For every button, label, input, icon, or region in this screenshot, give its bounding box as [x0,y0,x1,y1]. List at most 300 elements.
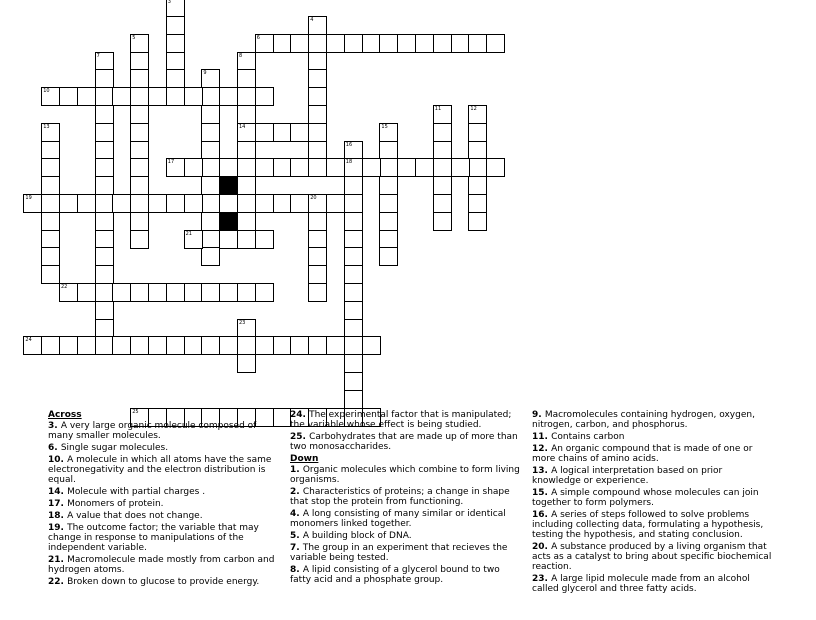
grid-cell[interactable] [290,34,309,53]
grid-cell[interactable] [308,265,327,284]
grid-cell[interactable] [130,176,149,195]
grid-cell[interactable] [95,52,114,71]
clue-text: A very large organic molecule composed of many smaller molecules. [48,421,257,441]
down-clue [290,543,522,563]
grid-cell[interactable] [59,87,78,106]
clue-text: A substance produced by a living organism that acts as a catalyst to bring about specific biochemical reaction. [532,542,772,572]
clue-num: 23. [532,574,552,584]
grid-cell[interactable] [166,0,185,17]
grid-cell[interactable] [130,141,149,160]
grid-cell[interactable] [130,123,149,142]
clue-text: An organic compound that is made of one or more chains of amino acids. [532,444,753,464]
grid-cell[interactable] [77,336,96,355]
grid-cell[interactable] [166,87,185,106]
down-clue [532,574,772,594]
grid-cell[interactable] [344,336,363,355]
grid-cell[interactable] [237,176,256,195]
grid-cell[interactable] [219,87,238,106]
grid-cell[interactable] [77,194,96,213]
grid-cell[interactable] [273,336,292,355]
clue-num: 4. [290,509,303,519]
grid-cell[interactable] [112,87,131,106]
down-clue [290,565,522,585]
across-clue [290,410,522,430]
grid-cell[interactable] [148,194,167,213]
grid-cell[interactable] [41,176,60,195]
across-clue [290,432,522,452]
grid-cell[interactable] [344,354,363,373]
grid-cell[interactable] [166,52,185,71]
clue-text: The outcome factor; the variable that may change in response to manipulations of the independent variable. [48,523,259,553]
grid-cell[interactable] [290,336,309,355]
clue-num: 15. [532,488,552,498]
grid-cell[interactable] [95,105,114,124]
grid-cell[interactable] [255,230,274,249]
grid-cell[interactable] [255,123,274,142]
grid-cell[interactable] [433,194,452,213]
grid-cell[interactable] [41,158,60,177]
grid-cell[interactable] [77,87,96,106]
grid-cell[interactable] [379,141,398,160]
grid-cell[interactable] [344,212,363,231]
down-clue [290,531,522,541]
grid-cell[interactable] [130,34,149,53]
grid-cell[interactable] [41,194,60,213]
grid-cell[interactable] [451,34,470,53]
clue-text: A building block of DNA. [302,531,412,541]
clue-text: Molecule with partial charges . [67,487,206,497]
grid-cell[interactable] [184,336,203,355]
clue-number: 17 [167,159,175,166]
grid-cell[interactable] [219,158,238,177]
grid-cell[interactable] [326,158,345,177]
clue-number: 4 [310,17,314,23]
grid-cell[interactable] [41,87,60,106]
grid-cell[interactable] [237,123,256,142]
grid-cell[interactable] [201,212,220,231]
grid-cell[interactable] [308,123,327,142]
grid-cell[interactable] [95,212,114,231]
grid-cell[interactable] [308,194,327,213]
grid-cell[interactable] [237,194,256,213]
clue-num: 8. [290,565,303,575]
grid-cell[interactable] [379,176,398,195]
down-clue [532,510,772,540]
grid-cell[interactable] [308,283,327,302]
grid-cell[interactable] [237,141,256,160]
grid-cell[interactable] [59,336,78,355]
across-clue [48,455,278,485]
clue-text: A long consisting of many similar or identical monomers linked together. [290,509,506,529]
grid-cell[interactable] [130,52,149,71]
grid-cell[interactable] [433,176,452,195]
clue-text: Characteristics of proteins; a change in shape that stop the protein from functioning. [290,487,510,507]
grid-cell[interactable] [130,87,149,106]
grid-cell[interactable] [290,158,309,177]
clue-text: Macromolecule made mostly from carbon and hydrogen atoms. [48,555,275,575]
grid-cell[interactable] [23,336,42,355]
grid-cell[interactable] [148,87,167,106]
grid-cell[interactable] [344,372,363,391]
grid-cell[interactable] [237,354,256,373]
clue-num: 12. [532,444,552,454]
grid-cell[interactable] [95,283,114,302]
grid-cell[interactable] [344,158,363,177]
grid-cell[interactable] [130,336,149,355]
grid-cell[interactable] [41,141,60,160]
down-clue [532,444,772,464]
clue-number: 18 [345,159,353,166]
down-clue [532,432,772,442]
grid-cell[interactable] [95,319,114,338]
grid-cell[interactable] [397,34,416,53]
clue-text: A logical interpretation based on prior knowledge or experience. [532,466,723,486]
clue-num: 22. [48,577,68,587]
clue-number: 3 [167,0,171,6]
grid-cell[interactable] [201,247,220,266]
grid-cell[interactable] [308,247,327,266]
grid-cell[interactable] [255,194,274,213]
clue-number: 25 [132,408,139,415]
grid-cell[interactable] [201,105,220,124]
grid-cell[interactable] [219,194,238,213]
grid-cell[interactable] [468,34,487,53]
grid-cell[interactable] [112,194,131,213]
down-clue [532,410,772,430]
clue-number: 7 [96,52,100,59]
grid-cell[interactable] [379,230,398,249]
clue-number: 22 [61,284,68,290]
clue-num: 10. [48,455,68,465]
grid-cell[interactable] [201,336,220,355]
grid-cell[interactable] [451,158,470,177]
black-cell [219,212,238,231]
grid-cell[interactable] [344,176,363,195]
clue-num: 6. [48,443,61,453]
grid-cell[interactable] [166,336,185,355]
clue-num: 24. [290,410,310,420]
grid-cell[interactable] [273,158,292,177]
grid-cell[interactable] [184,158,203,177]
clue-num: 16. [532,510,552,520]
grid-cell[interactable] [273,34,292,53]
grid-cell[interactable] [201,158,220,177]
clue-text: The group in an experiment that recieves the variable being tested. [290,543,508,563]
grid-cell[interactable] [344,265,363,284]
clue-num: 17. [48,499,68,509]
clue-num: 18. [48,511,68,521]
clue-number: 10 [43,88,50,95]
grid-cell[interactable] [415,158,434,177]
clue-number: 24 [25,337,32,344]
grid-cell[interactable] [41,247,60,266]
grid-cell[interactable] [344,390,363,409]
grid-cell[interactable] [379,247,398,266]
grid-cell[interactable] [433,34,452,53]
grid-cell[interactable] [184,87,203,106]
grid-cell[interactable] [486,158,505,177]
grid-cell[interactable] [112,283,131,302]
grid-cell[interactable] [201,87,220,106]
grid-cell[interactable] [468,176,487,195]
clue-text: The experimental factor that is manipulated; the variable whose effect is being studied. [290,410,512,430]
grid-cell[interactable] [95,230,114,249]
grid-cell[interactable] [201,123,220,142]
grid-cell[interactable] [326,336,345,355]
down-clue [532,542,772,572]
clue-number: 23 [239,319,246,326]
down-clue [290,465,522,485]
grid-cell[interactable] [23,194,42,213]
clue-text: Carbohydrates that are made up of more than two monosaccharides. [290,432,518,452]
grid-cell[interactable] [433,123,452,142]
grid-cell[interactable] [468,105,487,124]
grid-cell[interactable] [344,141,363,160]
grid-cell[interactable] [95,141,114,160]
grid-cell[interactable] [184,283,203,302]
clue-text: A value that does not change. [67,511,203,521]
grid-cell[interactable] [362,34,381,53]
clue-number: 16 [345,141,353,148]
grid-cell[interactable] [237,87,256,106]
grid-cell[interactable] [344,283,363,302]
grid-cell[interactable] [308,16,327,35]
across-clue [48,499,278,509]
clue-column-3 [532,410,772,596]
grid-cell[interactable] [308,212,327,231]
clue-num: 9. [532,410,545,420]
clue-number: 13 [43,123,50,130]
grid-cell[interactable] [166,16,185,35]
grid-cell[interactable] [41,123,60,142]
grid-cell[interactable] [130,158,149,177]
across-clue [48,511,278,521]
grid-cell[interactable] [344,194,363,213]
clue-number: 21 [185,230,192,237]
clue-num: 1. [290,465,303,475]
clue-num: 7. [290,543,303,553]
grid-cell[interactable] [237,52,256,71]
grid-cell[interactable] [379,34,398,53]
grid-cell[interactable] [255,158,274,177]
grid-cell[interactable] [237,158,256,177]
down-clue [532,466,772,486]
grid-cell[interactable] [308,69,327,88]
grid-cell[interactable] [201,283,220,302]
grid-cell[interactable] [255,34,274,53]
grid-cell[interactable] [468,194,487,213]
clue-text: Macromolecules containing hydrogen, oxygen, nitrogen, carbon, and phosphorus. [532,410,755,430]
grid-cell[interactable] [415,34,434,53]
grid-cell[interactable] [95,301,114,320]
grid-cell[interactable] [308,141,327,160]
grid-cell[interactable] [95,247,114,266]
grid-cell[interactable] [362,158,381,177]
across-clue [48,421,278,441]
down-clue [290,509,522,529]
clue-number: 14 [239,123,246,130]
grid-cell[interactable] [273,123,292,142]
across-clue [48,577,278,587]
clue-text: A molecule in which all atoms have the same electronegativity and the electron distribution is equal. [48,455,272,485]
grid-cell[interactable] [468,158,487,177]
down-clue [532,488,772,508]
clue-num: 5. [290,531,303,541]
grid-cell[interactable] [237,69,256,88]
grid-cell[interactable] [379,158,398,177]
grid-cell[interactable] [95,336,114,355]
grid-cell[interactable] [308,158,327,177]
grid-cell[interactable] [308,105,327,124]
black-cell [219,176,238,195]
grid-cell[interactable] [95,123,114,142]
clue-num: 3. [48,421,61,431]
clue-number: 9 [203,70,207,77]
clue-num: 19. [48,523,68,533]
grid-cell[interactable] [77,283,96,302]
grid-cell[interactable] [41,212,60,231]
grid-cell[interactable] [255,336,274,355]
grid-cell[interactable] [433,105,452,124]
grid-cell[interactable] [148,336,167,355]
grid-cell[interactable] [344,301,363,320]
clue-text: A lipid consisting of a glycerol bound to two fatty acid and a phosphate group. [290,565,500,585]
grid-cell[interactable] [468,212,487,231]
grid-cell[interactable] [166,158,185,177]
grid-cell[interactable] [130,212,149,231]
grid-cell[interactable] [433,141,452,160]
grid-cell[interactable] [95,69,114,88]
grid-cell[interactable] [41,265,60,284]
grid-cell[interactable] [326,194,345,213]
clue-number: 5 [132,34,136,41]
clue-text: A series of steps followed to solve problems including collecting data, formulating a hypothesis, testing the hypothesis, and stating conclusion. [532,510,764,540]
grid-cell[interactable] [201,176,220,195]
clue-column-2 [290,410,522,587]
grid-cell[interactable] [201,230,220,249]
grid-cell[interactable] [486,34,505,53]
clue-text: A large lipid molecule made from an alcohol called glycerol and three fatty acids. [532,574,750,594]
grid-cell[interactable] [468,123,487,142]
grid-cell[interactable] [379,123,398,142]
across-heading: Across [48,410,82,420]
down-clue [290,487,522,507]
grid-cell[interactable] [184,230,203,249]
across-clue [48,523,278,553]
clue-num: 21. [48,555,68,565]
grid-cell[interactable] [166,283,185,302]
grid-cell[interactable] [237,283,256,302]
grid-cell[interactable] [237,319,256,338]
grid-cell[interactable] [290,123,309,142]
clue-text: Contains carbon [551,432,625,442]
grid-cell[interactable] [130,105,149,124]
grid-cell[interactable] [95,87,114,106]
clue-number: 19 [25,195,32,201]
across-clue [48,443,278,453]
clue-num: 20. [532,542,552,552]
grid-cell[interactable] [219,230,238,249]
grid-cell[interactable] [433,212,452,231]
clue-number: 15 [381,123,388,130]
grid-cell[interactable] [255,283,274,302]
grid-cell[interactable] [237,212,256,231]
grid-cell[interactable] [379,194,398,213]
grid-cell[interactable] [237,230,256,249]
grid-cell[interactable] [95,158,114,177]
grid-cell[interactable] [130,194,149,213]
grid-cell[interactable] [112,336,131,355]
grid-cell[interactable] [130,69,149,88]
grid-cell[interactable] [326,34,345,53]
grid-cell[interactable] [219,283,238,302]
grid-cell[interactable] [397,158,416,177]
clue-text: Organic molecules which combine to form living organisms. [290,465,520,485]
clue-num: 11. [532,432,552,442]
grid-cell[interactable] [130,230,149,249]
grid-cell[interactable] [468,141,487,160]
grid-cell[interactable] [273,194,292,213]
grid-cell[interactable] [237,105,256,124]
grid-cell[interactable] [201,194,220,213]
grid-cell[interactable] [344,319,363,338]
across-clue [48,487,278,497]
grid-cell[interactable] [379,212,398,231]
grid-cell[interactable] [344,230,363,249]
clue-number: 8 [239,52,243,59]
grid-cell[interactable] [344,34,363,53]
grid-cell[interactable] [433,158,452,177]
grid-cell[interactable] [237,336,256,355]
grid-cell[interactable] [255,87,274,106]
grid-cell[interactable] [148,283,167,302]
grid-cell[interactable] [184,194,203,213]
clue-num: 2. [290,487,303,497]
clue-text: Broken down to glucose to provide energy. [67,577,260,587]
grid-cell[interactable] [95,194,114,213]
grid-cell[interactable] [308,336,327,355]
grid-cell[interactable] [344,247,363,266]
grid-cell[interactable] [59,283,78,302]
clue-column-1 [48,410,278,589]
grid-cell[interactable] [201,141,220,160]
grid-cell[interactable] [219,336,238,355]
grid-cell[interactable] [41,230,60,249]
across-clue [48,555,278,575]
grid-cell[interactable] [95,265,114,284]
grid-cell[interactable] [166,194,185,213]
grid-cell[interactable] [166,34,185,53]
clue-text: Monomers of protein. [67,499,164,509]
grid-cell[interactable] [308,230,327,249]
clue-text: A simple compound whose molecules can join together to form polymers. [532,488,759,508]
grid-cell[interactable] [308,34,327,53]
grid-cell[interactable] [308,52,327,71]
grid-cell[interactable] [41,336,60,355]
grid-cell[interactable] [95,176,114,195]
grid-cell[interactable] [130,283,149,302]
clue-num: 13. [532,466,552,476]
grid-cell[interactable] [166,69,185,88]
grid-cell[interactable] [362,336,381,355]
grid-cell[interactable] [308,87,327,106]
grid-cell[interactable] [290,194,309,213]
clue-number: 12 [470,106,477,112]
clue-num: 25. [290,432,310,442]
grid-cell[interactable] [59,194,78,213]
clue-number: 6 [256,34,260,41]
grid-cell[interactable] [201,69,220,88]
